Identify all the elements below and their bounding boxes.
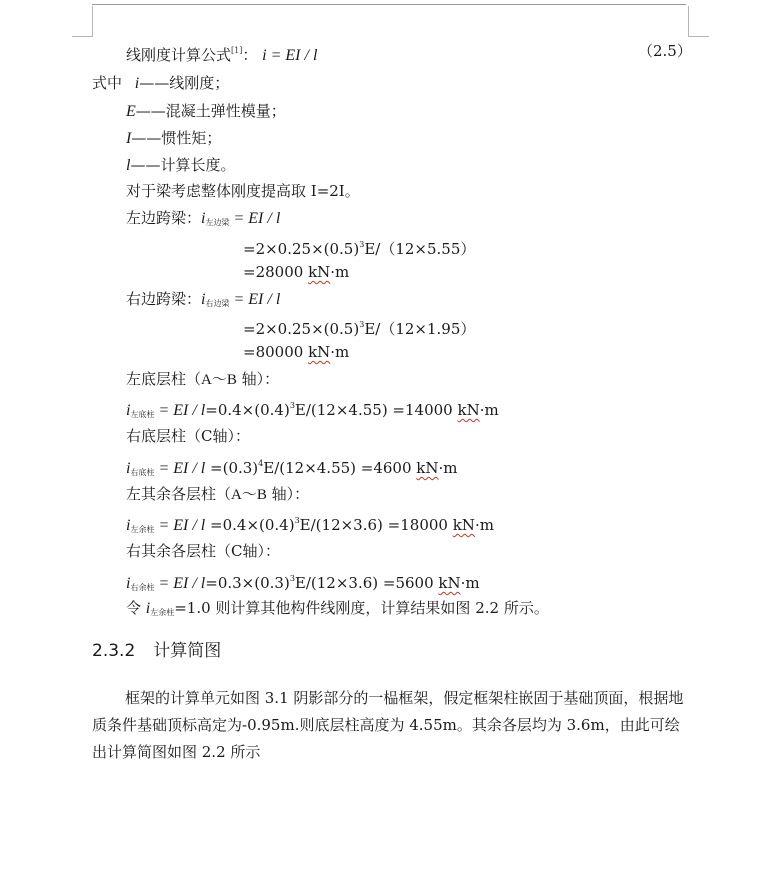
- right-beam-result-value: =80000: [243, 343, 309, 361]
- left-beam-formula: [126, 208, 280, 233]
- right-margin-corner-mark: [688, 6, 709, 37]
- left-other-col-title-b: 轴）：: [266, 485, 310, 503]
- left-beam-eq: = EI / l: [229, 210, 281, 227]
- symbol-l: l: [126, 157, 131, 174]
- stiffness-formula: i = EI / l: [262, 47, 318, 64]
- citation-ref[interactable]: [1]: [231, 46, 243, 55]
- right-other-column-formula: [126, 569, 480, 598]
- symbol-i: i: [134, 75, 140, 92]
- right-beam-label: 右边跨梁：: [126, 290, 202, 308]
- right-bottom-col-eq: = EI / l: [154, 460, 206, 477]
- left-other-col-expr-b: E/(12×3.6) =18000: [299, 516, 453, 534]
- symbol-def-I: [126, 128, 221, 149]
- left-bottom-col-title-a: 左底层柱（: [126, 370, 202, 388]
- left-other-col-i: i: [126, 517, 131, 534]
- right-other-col-unit-kN: kN: [438, 574, 461, 592]
- symbol-l-desc: ——计算长度。: [130, 156, 236, 174]
- section-title: 计算简图: [153, 641, 222, 661]
- left-bottom-col-axis: A～B: [201, 372, 237, 388]
- left-other-col-sub: 左余柱: [130, 525, 155, 534]
- formula-colon: ：: [242, 46, 258, 64]
- right-beam-expression: [243, 315, 475, 339]
- formula-intro-label: 线刚度计算公式: [126, 46, 232, 64]
- left-other-column-formula: [126, 511, 494, 540]
- left-beam-exp: 3: [359, 240, 365, 249]
- right-other-col-sub: 右余柱: [130, 583, 155, 592]
- right-other-col-expr-b: E/(12×3.6) =5600: [294, 574, 439, 592]
- left-bottom-column-title: [126, 369, 279, 390]
- left-bottom-col-exp: 3: [289, 401, 295, 410]
- left-other-col-unit-kN: kN: [452, 516, 475, 534]
- right-bottom-col-i: i: [126, 460, 131, 477]
- beam-stiffness-note: 对于梁考虑整体刚度提高取 I=2I。: [126, 182, 360, 200]
- right-beam-unit-m: ·m: [330, 343, 350, 361]
- symbol-def-l: [126, 155, 235, 176]
- left-beam-unit-kN: kN: [308, 263, 331, 281]
- right-beam-i: i: [201, 291, 206, 308]
- left-bottom-col-expr-b: E/(12×4.55) =14000: [294, 401, 458, 419]
- symbol-I-desc: ——惯性矩；: [131, 129, 222, 147]
- section-number: 2.3.2: [92, 641, 136, 661]
- right-other-col-unit-m: ·m: [460, 574, 480, 592]
- right-other-column-title: 右其余各层柱（C轴）：: [126, 542, 280, 560]
- symbol-E-desc: ——混凝土弹性模量；: [135, 102, 286, 120]
- left-other-col-axis: A～B: [231, 487, 267, 503]
- right-bottom-col-exp: 4: [258, 459, 264, 468]
- left-beam-result: [243, 262, 349, 282]
- left-other-column-title: [126, 484, 309, 505]
- left-bottom-col-sub: 左底柱: [130, 410, 155, 419]
- symbol-def-E: [126, 101, 286, 122]
- right-other-col-exp: 3: [289, 574, 295, 583]
- equation-number: （2.5）: [638, 42, 692, 60]
- right-beam-exp: 3: [359, 320, 365, 329]
- left-beam-expr-b: E/（12×5.55）: [364, 240, 476, 258]
- left-other-col-title-a: 左其余各层柱（: [126, 485, 232, 503]
- right-beam-expr-a: =2×0.25×(0.5): [243, 320, 360, 338]
- right-bottom-column-title: 右底层柱（C轴）：: [126, 427, 250, 445]
- left-bottom-col-eq: = EI / l: [154, 402, 206, 419]
- right-bottom-col-expr-a: =(0.3): [205, 459, 259, 477]
- left-bottom-col-unit-m: ·m: [479, 401, 499, 419]
- let-i: i: [145, 600, 151, 617]
- symbol-I: I: [126, 130, 132, 147]
- left-bottom-col-i: i: [126, 402, 131, 419]
- section-heading: [92, 641, 221, 661]
- symbol-i-desc: ——线刚度；: [139, 74, 230, 92]
- right-other-col-eq: = EI / l: [154, 575, 206, 592]
- let-sub: 左余柱: [150, 608, 175, 617]
- left-other-col-expr-a: =0.4×(0.4): [205, 516, 295, 534]
- symbol-def-i: [92, 73, 229, 94]
- right-bottom-col-sub: 右底柱: [130, 468, 155, 477]
- reference-stiffness-line: [126, 598, 549, 623]
- left-other-col-exp: 3: [294, 516, 300, 525]
- left-margin-corner-mark: [72, 6, 93, 37]
- left-beam-label: 左边跨梁：: [126, 209, 202, 227]
- left-beam-result-value: =28000: [243, 263, 309, 281]
- left-other-col-unit-m: ·m: [474, 516, 494, 534]
- right-bottom-column-formula: [126, 454, 458, 483]
- symbols-intro: 式中: [92, 74, 123, 92]
- left-other-col-eq: = EI / l: [154, 517, 206, 534]
- left-beam-sub: 左边梁: [205, 218, 230, 227]
- right-beam-unit-kN: kN: [308, 343, 331, 361]
- right-beam-result: [243, 342, 349, 362]
- formula-intro-line: [126, 41, 317, 66]
- left-bottom-col-title-b: 轴）：: [236, 370, 280, 388]
- symbol-E: E: [126, 103, 136, 120]
- left-beam-unit-m: ·m: [330, 263, 350, 281]
- right-beam-eq: = EI / l: [229, 291, 281, 308]
- body-paragraph: 框架的计算单元如图 3.1 阴影部分的一榀框架，假定框架柱嵌固于基础顶面，根据地质条件基础顶标高定为-0.95m.则底层柱高度为 4.55m。其余各层均为 3.6m，由此可绘出计算简图如图 2.2 所示: [92, 689, 684, 761]
- left-bottom-col-unit-kN: kN: [457, 401, 480, 419]
- left-bottom-column-formula: [126, 396, 499, 425]
- header-rule: [92, 4, 686, 5]
- left-bottom-col-expr-a: =0.4×(0.4): [205, 401, 290, 419]
- right-other-col-expr-a: =0.3×(0.3): [205, 574, 290, 592]
- right-bottom-col-expr-b: E/(12×4.55) =4600: [263, 459, 417, 477]
- left-beam-i: i: [201, 210, 206, 227]
- right-bottom-col-unit-kN: kN: [416, 459, 439, 477]
- right-beam-expr-b: E/（12×1.95）: [364, 320, 476, 338]
- right-beam-formula: [126, 289, 280, 314]
- right-other-col-i: i: [126, 575, 131, 592]
- let-prefix: 令: [126, 599, 146, 617]
- left-beam-expression: [243, 235, 475, 259]
- right-bottom-col-unit-m: ·m: [438, 459, 458, 477]
- let-suffix: =1.0 则计算其他构件线刚度，计算结果如图 2.2 所示。: [174, 599, 549, 617]
- right-beam-sub: 右边梁: [205, 299, 230, 308]
- left-beam-expr-a: =2×0.25×(0.5): [243, 240, 360, 258]
